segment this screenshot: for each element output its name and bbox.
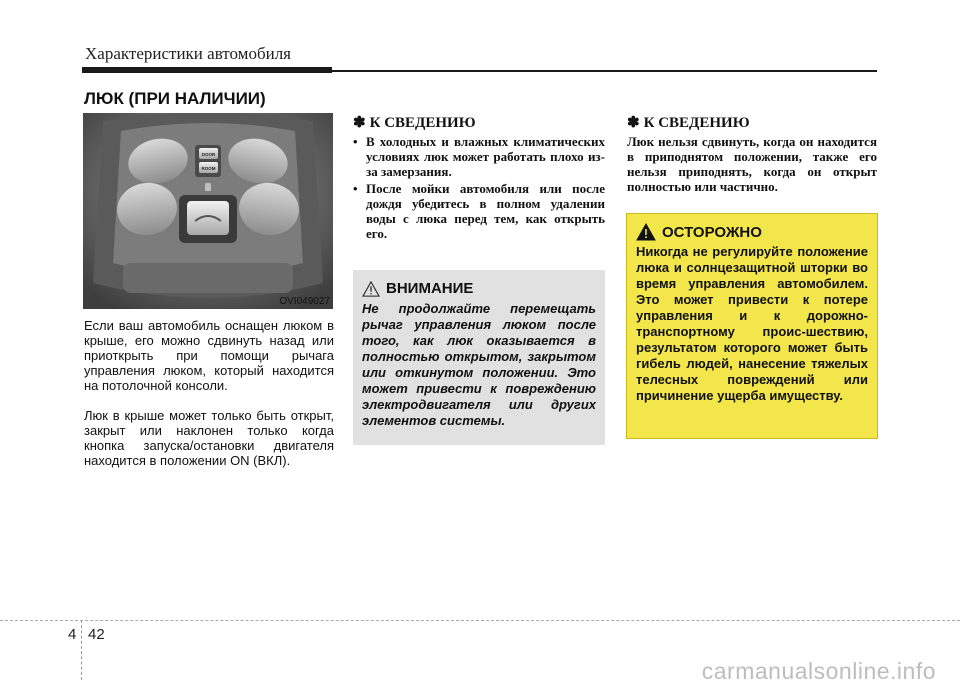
info-heading-2 <box>627 116 877 131</box>
body-paragraph-2: Люк в крыше может только быть открыт, закрыт или наклонен только когда кнопка запуска/остановки двигателя находится в положении ON (ВКЛ). <box>84 408 334 468</box>
warning-triangle-icon <box>362 281 380 297</box>
info-heading-1 <box>353 116 605 131</box>
watermark: carmanualsonline.info <box>701 658 936 684</box>
info-list <box>353 134 605 241</box>
list-item-text: После мойки автомобиля или после дождя убедитесь в полном удалении воды с люка перед тем, как открыть его. <box>366 181 605 241</box>
caution-text: Не продолжайте перемещать рычаг управления люком после того, как люк оказывается в полностью открытом, закрытом или откинутом положении. Это может привести к повреждению электродвигателя или других элементов системы. <box>362 301 596 428</box>
overhead-console-illustration <box>83 113 333 309</box>
footer-rule <box>0 620 960 621</box>
caution-heading: ВНИМАНИЕ <box>386 280 474 297</box>
header-title: Характеристики автомобиля <box>85 44 291 63</box>
bullet-icon: • <box>353 181 358 196</box>
list-item <box>353 134 605 179</box>
room-label: ROOM <box>201 166 216 171</box>
info-paragraph: Люк нельзя сдвинуть, когда он находится в приподнятом положении, также его нельзя приподнять, когда он открыт полностью или частично. <box>627 134 877 194</box>
list-item <box>353 181 605 241</box>
note-star-icon: ✽ <box>353 115 366 131</box>
list-item-text: В холодных и влажных климатических условиях люк может работать плохо из-за замерзания. <box>366 134 605 179</box>
door-label: DOOR <box>201 152 216 157</box>
warning-header <box>636 223 868 241</box>
page-number: 42 <box>88 626 105 643</box>
header-rule-thin <box>332 70 877 72</box>
note-star-icon: ✽ <box>627 115 640 131</box>
header-rule-thick <box>82 67 332 73</box>
overhead-console-photo <box>83 113 333 309</box>
info-note-1 <box>353 116 605 243</box>
section-title: ЛЮК (ПРИ НАЛИЧИИ) <box>84 89 266 108</box>
warning-heading: ОСТОРОЖНО <box>662 223 762 241</box>
footer-divider <box>81 620 82 680</box>
warning-box <box>626 213 878 439</box>
warning-triangle-icon <box>636 223 656 241</box>
photo-code: OVI049027 <box>279 296 330 307</box>
info-heading-text: К СВЕДЕНИЮ <box>643 115 750 131</box>
info-note-2 <box>627 116 877 194</box>
body-paragraph-1: Если ваш автомобиль оснащен люком в крыше, его можно сдвинуть назад или приоткрыть при помощи рычага управления люком, который находится на потолочной консоли. <box>84 318 334 393</box>
caution-header <box>362 280 596 297</box>
bullet-icon: • <box>353 134 358 149</box>
chapter-number: 4 <box>68 626 77 643</box>
warning-text: Никогда не регулируйте положение люка и солнцезащитной шторки во время управления автомобилем. Это может привести к потере управления и к дорожно-транспортному проис-шествию, результатом которого может быть гибель людей, нанесение тяжелых телесных повреждений или причинение ущерба имуществу. <box>636 244 868 403</box>
caution-box <box>353 270 605 445</box>
info-heading-text: К СВЕДЕНИЮ <box>369 115 476 131</box>
